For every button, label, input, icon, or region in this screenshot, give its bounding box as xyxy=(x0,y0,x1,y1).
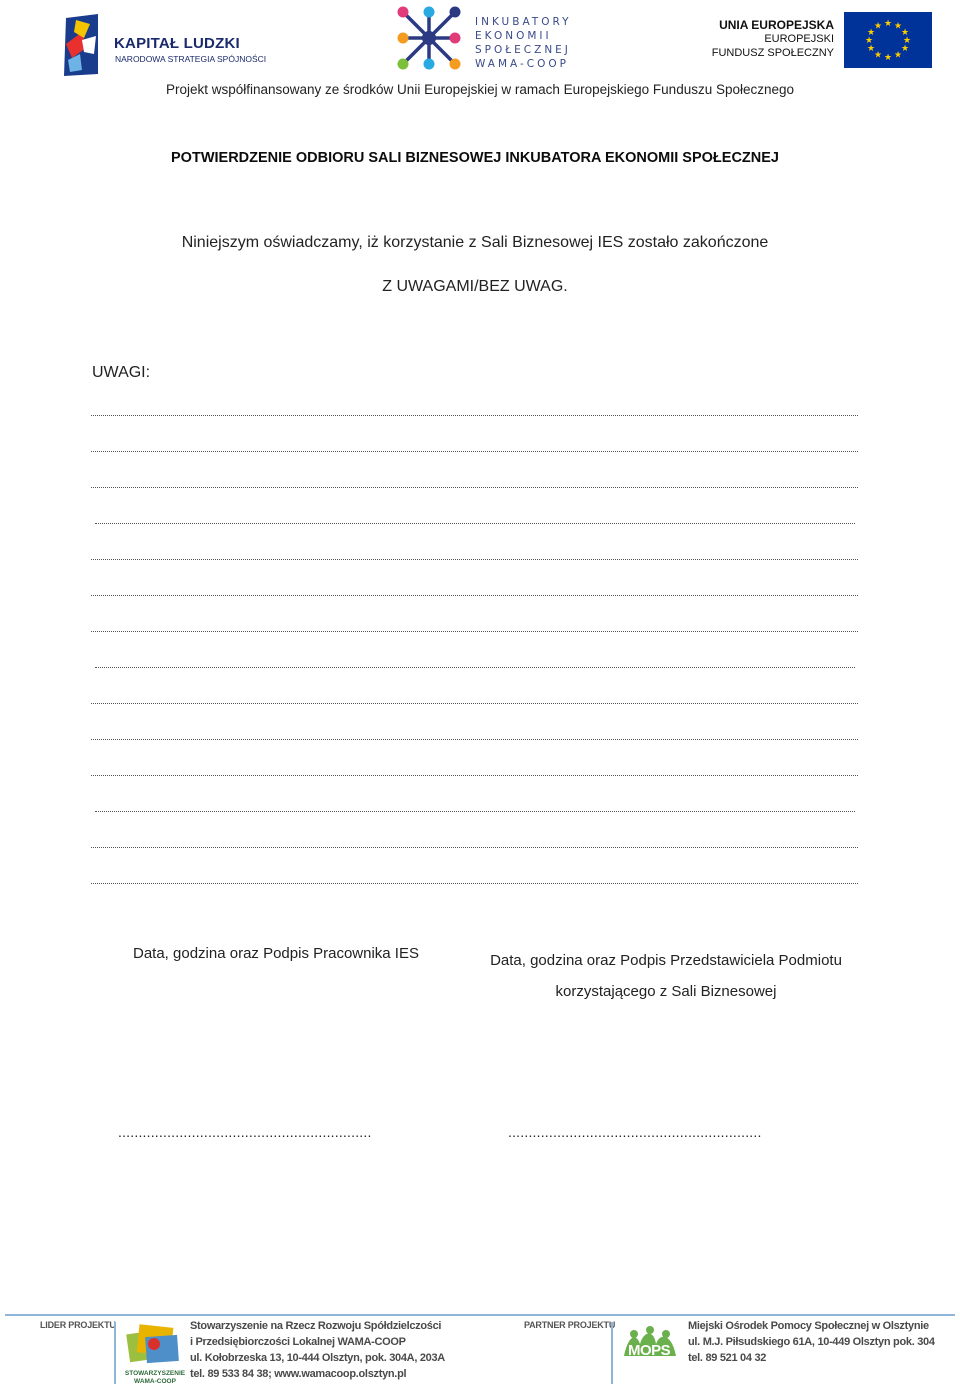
remarks-line-5 xyxy=(91,559,858,560)
leader-details xyxy=(190,1318,445,1382)
footer-separator-right xyxy=(611,1322,613,1384)
remarks-line-2 xyxy=(91,451,858,452)
partner-line-2: ul. M.J. Piłsudskiego 61A, 10-449 Olsztyn pok. 304 xyxy=(688,1336,935,1348)
network-nodes-icon xyxy=(395,4,465,72)
svg-text:★: ★ xyxy=(873,50,883,61)
leader-label: LIDER PROJEKTU xyxy=(40,1320,116,1330)
remarks-line-14 xyxy=(91,883,858,884)
signature-line-client: .............................................................. xyxy=(508,1124,762,1140)
mops-logo-text: MOPS xyxy=(628,1342,671,1359)
svg-text:★: ★ xyxy=(864,36,874,46)
signature-label-client-line-1: Data, godzina oraz Podpis Przedstawiciela Podmiotu xyxy=(490,952,842,969)
cofinancing-note: Projekt współfinansowany ze środków Unii Europejskiej w ramach Europejskiego Funduszu Społecznego xyxy=(165,82,795,97)
ies-logo xyxy=(395,4,572,72)
svg-text:★: ★ xyxy=(883,19,893,29)
eu-logo-line-1: UNIA EUROPEJSKA xyxy=(719,18,834,32)
svg-text:★: ★ xyxy=(900,44,910,54)
kapital-ludzki-subtitle: NARODOWA STRATEGIA SPÓJNOŚCI xyxy=(115,54,267,64)
ies-logo-line-4: WAMA-COOP xyxy=(475,58,569,70)
remarks-line-4 xyxy=(95,523,855,524)
document-title: POTWIERDZENIE ODBIORU SALI BIZNESOWEJ INKUBATORA EKONOMII SPOŁECZNEJ xyxy=(171,150,779,166)
eu-logo xyxy=(712,12,932,68)
signature-label-staff: Data, godzina oraz Podpis Pracownika IES xyxy=(133,945,419,962)
ies-logo-line-3: SPOŁECZNEJ xyxy=(475,44,571,56)
remarks-line-12 xyxy=(95,811,855,812)
ies-logo-line-1: INKUBATORY xyxy=(475,16,572,28)
ies-logo-line-2: EKONOMII xyxy=(475,30,552,42)
mops-logo xyxy=(620,1322,682,1366)
remarks-line-11 xyxy=(91,775,858,776)
statement-text: Niniejszym oświadczamy, iż korzystanie z Sali Biznesowej IES zostało zakończone xyxy=(181,234,769,251)
remarks-line-1 xyxy=(91,415,858,416)
remarks-label: UWAGI: xyxy=(92,364,151,381)
partner-label: PARTNER PROJEKTU xyxy=(524,1320,616,1330)
signature-label-client-line-2: korzystającego z Sali Biznesowej xyxy=(555,983,777,1000)
partner-line-3: tel. 89 521 04 32 xyxy=(688,1352,767,1364)
svg-text:★: ★ xyxy=(893,50,903,61)
svg-text:★: ★ xyxy=(883,53,893,63)
remarks-line-7 xyxy=(91,631,858,632)
leader-line-3: ul. Kołobrzeska 13, 10-444 Olsztyn, pok. 304A, 203A xyxy=(190,1352,445,1364)
wama-coop-logo xyxy=(124,1322,186,1386)
footer xyxy=(0,1316,960,1388)
leader-line-4: tel. 89 533 84 38; www.wamacoop.olsztyn.pl xyxy=(190,1368,407,1380)
remarks-line-6 xyxy=(91,595,858,596)
leader-line-2: i Przedsiębiorczości Lokalnej WAMA-COOP xyxy=(190,1336,406,1348)
remarks-line-13 xyxy=(91,847,858,848)
leader-line-1: Stowarzyszenie na Rzecz Rozwoju Spółdzielczości xyxy=(190,1320,442,1332)
signature-line-staff: .............................................................. xyxy=(118,1124,372,1140)
eu-logo-line-2: EUROPEJSKI xyxy=(764,33,834,45)
eu-logo-line-3: FUNDUSZ SPOŁECZNY xyxy=(711,47,834,59)
remarks-line-8 xyxy=(95,667,855,668)
partner-line-1: Miejski Ośrodek Pomocy Społecznej w Olsztynie xyxy=(688,1320,929,1332)
signature-label-client xyxy=(480,945,852,1007)
svg-text:★: ★ xyxy=(900,28,910,38)
statement-option: Z UWAGAMI/BEZ UWAG. xyxy=(382,278,568,295)
kapital-ludzki-emblem-icon xyxy=(62,14,100,76)
svg-text:★: ★ xyxy=(873,21,883,32)
svg-text:★: ★ xyxy=(893,21,903,32)
wama-coop-emblem-icon xyxy=(124,1322,186,1370)
remarks-line-9 xyxy=(91,703,858,704)
footer-separator-left xyxy=(114,1322,116,1384)
svg-text:★: ★ xyxy=(902,36,912,46)
kapital-ludzki-logo xyxy=(62,14,267,78)
wama-coop-logo-text: STOWARZYSZENIE WAMA-COOP xyxy=(124,1370,186,1385)
remarks-line-3 xyxy=(91,487,858,488)
kapital-ludzki-title: KAPITAŁ LUDZKI xyxy=(114,35,240,52)
eu-flag-icon xyxy=(844,12,932,68)
svg-text:★: ★ xyxy=(866,44,876,54)
partner-details xyxy=(688,1318,935,1366)
svg-text:★: ★ xyxy=(866,28,876,38)
remarks-line-10 xyxy=(91,739,858,740)
